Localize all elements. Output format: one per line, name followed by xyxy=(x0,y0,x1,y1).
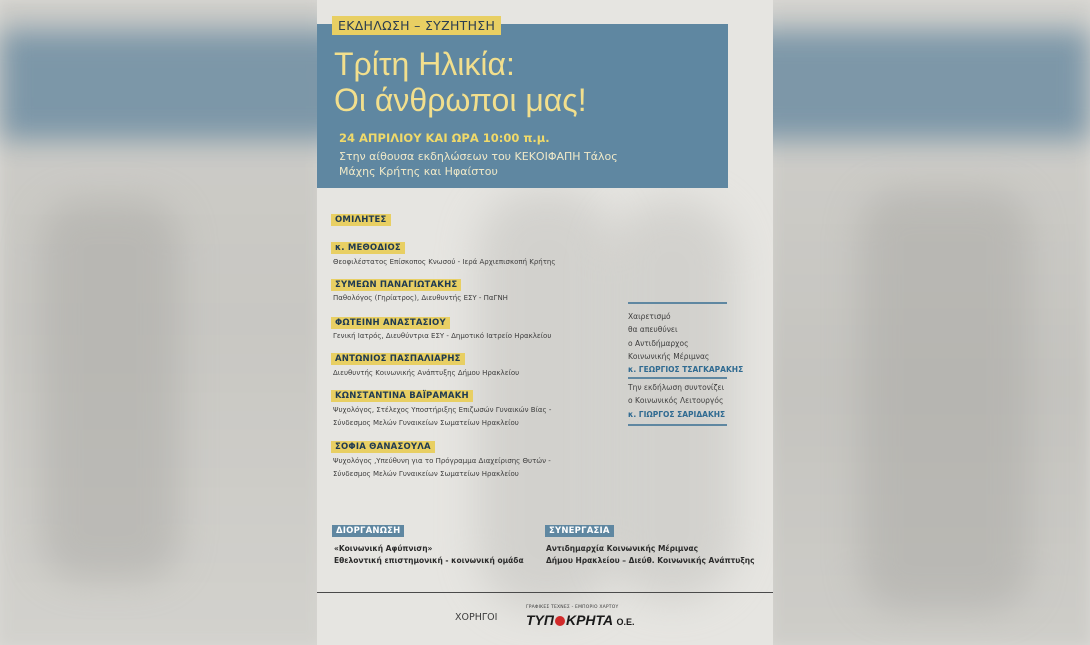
backdrop-figure xyxy=(860,190,1030,610)
greeting-line: θα απευθύνει xyxy=(628,325,678,335)
event-title xyxy=(334,46,587,118)
collaboration-info xyxy=(546,543,755,567)
divider xyxy=(628,424,727,426)
speaker-description: Θεοφιλέστατος Επίσκοπος Κνωσού - Ιερά Αρχιεπισκοπή Κρήτης xyxy=(333,258,556,266)
title-line-1: Τρίτη Ηλικία: xyxy=(334,46,515,82)
venue-line-1: Στην αίθουσα εκδηλώσεων του ΚΕΚΟΙΦΑΠΗ Τάλος xyxy=(339,150,618,163)
speaker-name: ΑΝΤΩΝΙΟΣ ΠΑΣΠΑΛΙΑΡΗΣ xyxy=(331,353,465,365)
coordination-line: ο Κοινωνικός Λειτουργός xyxy=(628,396,724,406)
logo-text-part1: ΤΥΠ xyxy=(526,612,554,628)
sponsor-logo xyxy=(526,612,635,628)
logo-suffix: Ο.Ε. xyxy=(616,617,635,627)
sponsor-logo-subtitle: ΓΡΑΦΙΚΕΣ ΤΕΧΝΕΣ - ΕΜΠΟΡΙΟ ΧΑΡΤΟΥ xyxy=(526,605,619,610)
organization-heading: ΔΙΟΡΓΑΝΩΣΗ xyxy=(332,525,404,537)
collaboration-heading: ΣΥΝΕΡΓΑΣΙΑ xyxy=(545,525,614,537)
backdrop-figure xyxy=(40,200,180,580)
speaker-name: ΦΩΤΕΙΝΗ ΑΝΑΣΤΑΣΙΟΥ xyxy=(331,317,450,329)
greeting-line: ο Αντιδήμαρχος xyxy=(628,338,689,348)
greeting-block xyxy=(628,310,743,376)
collaboration-line: Αντιδημαρχία Κοινωνικής Μέριμνας xyxy=(546,544,699,553)
organization-line: «Κοινωνική Αφύπνιση» xyxy=(334,544,433,553)
title-line-2: Οι άνθρωποι μας! xyxy=(334,82,587,118)
speaker-description-line: Ψυχολόγος ,Υπεύθυνη για το Πρόγραμμα Διαχείρισης Θυτών - xyxy=(333,457,551,465)
speaker-name: ΣΟΦΙΑ ΘΑΝΑΣΟΥΛΑ xyxy=(331,441,435,453)
coordination-line: Την εκδήλωση συντονίζει xyxy=(628,383,725,392)
speaker-description xyxy=(333,455,551,481)
speaker-description-line: Ψυχολόγος, Στέλεχος Υποστήριξης Επιζωσών Γυναικών Βίας - xyxy=(333,406,552,414)
footer-divider xyxy=(317,592,773,593)
greeting-line: Κοινωνικής Μέριμνας xyxy=(628,351,710,361)
event-type-tag: ΕΚΔΗΛΩΣΗ – ΣΥΖΗΤΗΣΗ xyxy=(332,16,501,35)
speaker-description-line: Σύνδεσμος Μελών Γυναικείων Σωματείων Ηρακλείου xyxy=(333,470,519,478)
event-venue xyxy=(339,149,618,179)
divider xyxy=(628,377,727,379)
logo-text-part2: ΚΡΗΤΑ xyxy=(565,612,613,628)
speaker-description-line: Σύνδεσμος Μελών Γυναικείων Σωματείων Ηρακλείου xyxy=(333,419,519,427)
divider xyxy=(628,302,727,304)
speakers-heading: ΟΜΙΛΗΤΕΣ xyxy=(331,214,391,226)
speaker-description xyxy=(333,404,551,430)
coordinator-name: κ. ΓΙΩΡΓΟΣ ΣΑΡΙΔΑΚΗΣ xyxy=(628,409,726,419)
speaker-name: ΚΩΝΣΤΑΝΤΙΝΑ ΒΑΪΡΑΜΑΚΗ xyxy=(331,390,473,402)
speaker-description: Γενική Ιατρός, Διευθύντρια ΕΣΥ - Δημοτικό Ιατρείο Ηρακλείου xyxy=(333,332,552,340)
speaker-description: Διευθυντής Κοινωνικής Ανάπτυξης Δήμου Ηρακλείου xyxy=(333,369,520,377)
organization-info xyxy=(334,543,524,567)
logo-red-dot-icon xyxy=(555,616,565,626)
coordination-block xyxy=(628,381,725,421)
greeting-line: Χαιρετισμό xyxy=(628,312,671,321)
venue-line-2: Μάχης Κρήτης και Ηφαίστου xyxy=(339,165,498,178)
greeting-speaker-name: κ. ΓΕΩΡΓΙΟΣ ΤΣΑΓΚΑΡΑΚΗΣ xyxy=(628,365,744,375)
sponsors-label: ΧΟΡΗΓΟΙ xyxy=(455,612,498,623)
speaker-description: Παθολόγος (Γηρίατρος), Διευθυντής ΕΣΥ - ΠαΓΝΗ xyxy=(333,294,508,302)
speaker-name: ΣΥΜΕΩΝ ΠΑΝΑΓΙΩΤΑΚΗΣ xyxy=(331,279,461,291)
event-datetime: 24 ΑΠΡΙΛΙΟΥ ΚΑΙ ΩΡΑ 10:00 π.μ. xyxy=(339,131,550,145)
event-poster xyxy=(317,0,773,645)
organization-line: Εθελοντική επιστημονική - κοινωνική ομάδα xyxy=(334,556,524,565)
collaboration-line: Δήμου Ηρακλείου – Διεύθ. Κοινωνικής Ανάπτυξης xyxy=(546,556,755,565)
speaker-name: κ. ΜΕΘΟΔΙΟΣ xyxy=(331,242,405,254)
